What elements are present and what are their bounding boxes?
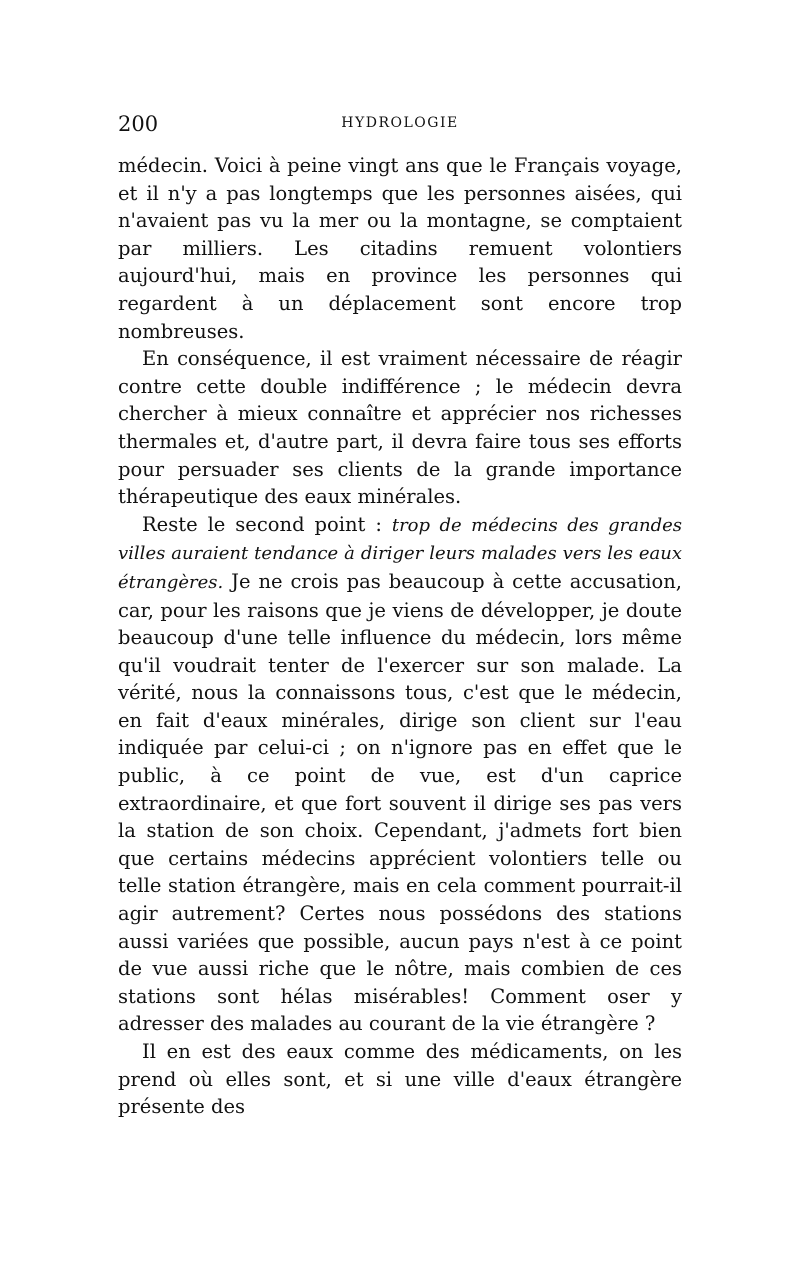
page-number: 200 — [118, 112, 159, 136]
paragraph-1: médecin. Voici à peine vingt ans que le Français voyage, et il n'y a pas longtemps que les personnes aisées, qui n'avaient pas vu la mer ou la montagne, se comptaient par milliers. Les citadins remuent volontiers aujourd'hui, mais en province les personnes qui regardent à un déplacement sont encore trop nombreuses. — [118, 154, 682, 343]
body-text — [118, 152, 682, 1121]
paragraph-2: En conséquence, il est vraiment nécessaire de réagir contre cette double indifférence ; le médecin devra chercher à mieux connaître et apprécier nos richesses thermales et, d'autre part, il devra faire tous ses efforts pour persuader ses clients de la grande importance thérapeutique des eaux minérales. — [118, 347, 682, 509]
book-page — [118, 112, 682, 1121]
paragraph-4: Il en est des eaux comme des médicaments, on les prend où elles sont, et si une ville d'eaux étrangère présente des — [118, 1040, 682, 1119]
header-title: HYDROLOGIE — [341, 115, 459, 131]
paragraph-3-italic-quote: trop de médecins des grandes villes auraient tendance à diriger leurs malades vers les eaux étrangères. — [118, 514, 682, 593]
paragraph-3 — [118, 511, 682, 1038]
paragraph-3-lead: Reste le second point : — [142, 512, 392, 536]
paragraph-3-rest: Je ne crois pas beaucoup à cette accusation, car, pour les raisons que je viens de développer, je doute beaucoup d'une telle influence du médecin, lors même qu'il voudrait tenter de l'exercer sur son malade. La vérité, nous la connaissons tous, c'est que le médecin, en fait d'eaux minérales, dirige son client sur l'eau indiquée par celui-ci ; on n'ignore pas en effet que le public, à ce point de vue, est d'un caprice extraordinaire, et que fort souvent il dirige ses pas vers la station de son choix. Cependant, j'admets fort bien que certains médecins apprécient volontiers telle ou telle station étrangère, mais en cela comment pourrait-il agir autrement? Certes nous possédons des stations aussi variées que possible, aucun pays n'est à ce point de vue aussi riche que le nôtre, mais combien de ces stations sont hélas misérables! Comment oser y adresser des malades au courant de la vie étrangère ? — [118, 569, 682, 1036]
running-head — [118, 112, 682, 142]
